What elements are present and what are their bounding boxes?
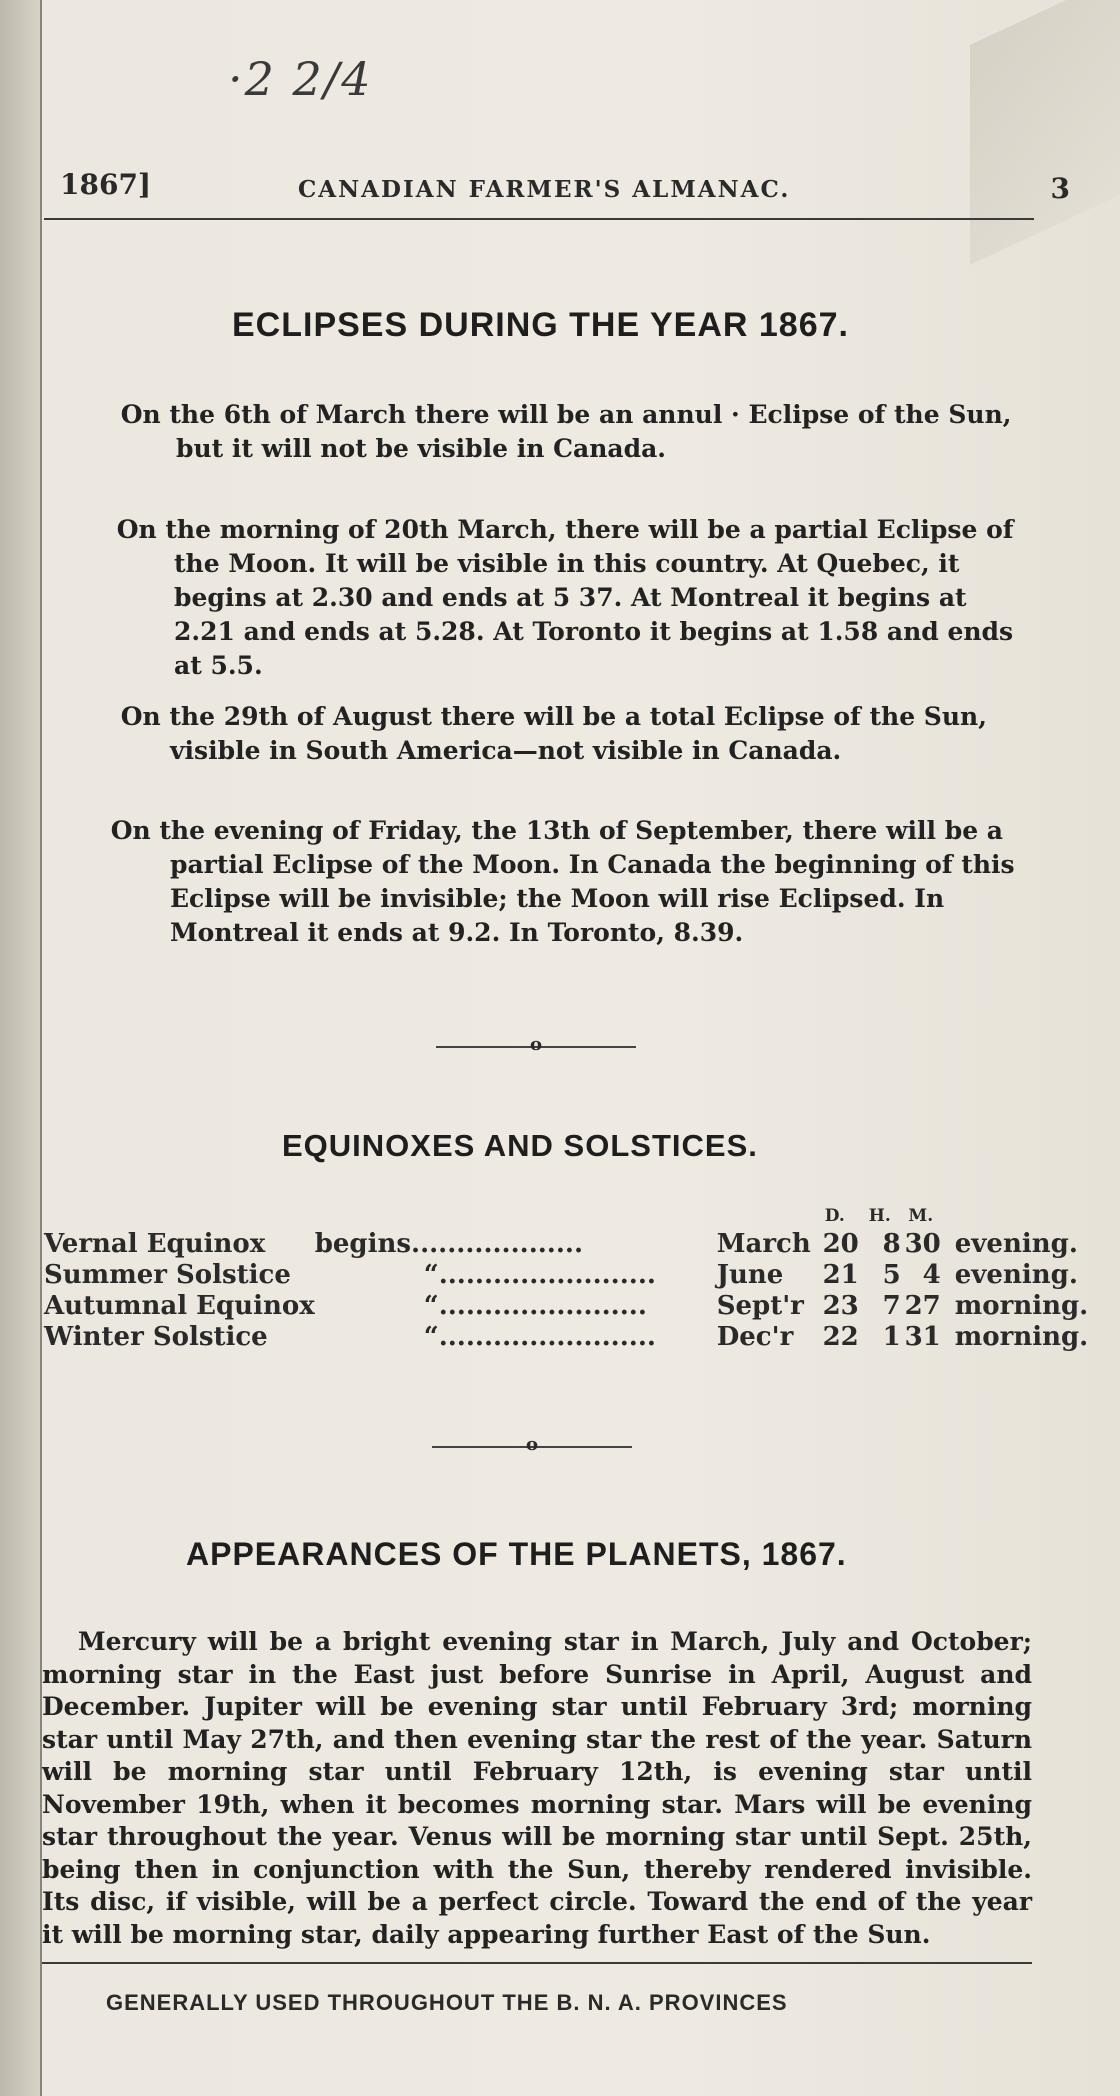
event-minute: 31 (904, 1321, 941, 1352)
event-name: Autumnal Equinox (44, 1290, 315, 1321)
eclipse-item-num (48, 700, 112, 734)
event-hour: 7 (882, 1290, 901, 1321)
section-divider (436, 1034, 636, 1055)
event-name: Vernal Equinox (44, 1228, 266, 1259)
page-number: 3 (1050, 172, 1070, 205)
equinox-table-header (44, 1204, 1088, 1228)
eclipse-item-text: On the 6th of March there will be an annul · Eclipse of the Sun, but it will not be visible in Canada. (120, 400, 1012, 463)
event-verb: “ (423, 1290, 439, 1321)
event-minute: 4 (922, 1259, 941, 1290)
event-month: June (716, 1259, 784, 1290)
event-minute: 30 (904, 1228, 941, 1259)
table-row (44, 1290, 1088, 1321)
planets-title: APPEARANCES OF THE PLANETS, 1867. (186, 1536, 847, 1572)
eclipse-item-num (64, 513, 108, 547)
event-hour: 1 (882, 1321, 901, 1352)
eclipse-item-2 (64, 513, 1032, 683)
eclipse-item-num (72, 398, 112, 432)
eclipse-item-3 (48, 700, 1032, 768)
divider-ornament: o (529, 1034, 543, 1055)
event-month: March (716, 1228, 811, 1259)
event-verb: “ (423, 1321, 439, 1352)
event-time-of-day: morning. (954, 1290, 1089, 1321)
event-month: Sept'r (716, 1290, 804, 1321)
leader-dots: ........................ (438, 1259, 656, 1290)
event-name: Winter Solstice (44, 1321, 268, 1352)
event-time-of-day: evening. (954, 1259, 1078, 1290)
event-day: 23 (822, 1290, 859, 1321)
event-hour: 5 (882, 1259, 901, 1290)
section-divider (432, 1434, 632, 1455)
eclipse-item-num (42, 814, 102, 848)
leader-dots: ................... (411, 1228, 584, 1259)
equinox-table (44, 1204, 1088, 1352)
event-time-of-day: evening. (954, 1228, 1078, 1259)
eclipses-title: ECLIPSES DURING THE YEAR 1867. (232, 306, 849, 344)
event-verb: begins (314, 1228, 412, 1259)
event-time-of-day: morning. (954, 1321, 1089, 1352)
event-day: 22 (822, 1321, 859, 1352)
footer-rule (42, 1962, 1032, 1964)
column-minute: M. (908, 1206, 934, 1226)
planets-paragraph: Mercury will be a bright evening star in March, July and October; morning star in the East just before Sunrise in April, August and December. Jupiter will be evening star until February 3rd; morning star until May 27th, and then evening star the rest of the year. Saturn will be morning star until February 12th, is evening star until November 19th, when it becomes morning star. Mars will be evening star throughout the year. Venus will be morning star until Sept. 25th, being then in conjunction with the Sun, thereby rendered invisible. Its disc, if visible, will be a perfect circle. Toward the end of the year it will be morning star, daily appearing further East of the Sun. (42, 1627, 1032, 1949)
eclipse-item-text: On the morning of 20th March, there will be a partial Eclipse of the Moon. It will be visible in this country. At Quebec, it begins at 2.30 and ends at 5 37. At Montreal it begins at 2.21 and ends at 5.28. At Toronto it begins at 1.58 and ends at 5.5. (116, 515, 1014, 680)
column-hour: H. (868, 1206, 891, 1226)
event-minute: 27 (904, 1290, 941, 1321)
header-title: CANADIAN FARMER'S ALMANAC. (298, 176, 791, 203)
table-row (44, 1259, 1088, 1290)
eclipse-item-4 (42, 814, 1032, 950)
page-header (60, 168, 1070, 208)
eclipse-item-1 (72, 398, 1032, 466)
book-spine (0, 0, 42, 2096)
equinoxes-title: EQUINOXES AND SOLSTICES. (282, 1128, 758, 1163)
eclipse-item-text: On the evening of Friday, the 13th of September, there will be a partial Eclipse of the Moon. In Canada the beginning of this Eclipse will be invisible; the Moon will rise Eclipsed. In Montreal it ends at 9.2. In Toronto, 8.39. (110, 816, 1015, 947)
folded-corner (970, 0, 1120, 265)
header-year: 1867] (60, 168, 152, 201)
event-name: Summer Solstice (44, 1259, 291, 1290)
event-day: 21 (822, 1259, 859, 1290)
event-month: Dec'r (716, 1321, 794, 1352)
eclipse-item-text: On the 29th of August there will be a total Eclipse of the Sun, visible in South America—not visible in Canada. (120, 702, 987, 765)
leader-dots: ....................... (438, 1290, 647, 1321)
divider-ornament: o (525, 1434, 539, 1455)
table-row (44, 1228, 1088, 1259)
page-footer: GENERALLY USED THROUGHOUT THE B. N. A. PROVINCES (106, 1990, 788, 2015)
event-day: 20 (822, 1228, 859, 1259)
event-hour: 8 (882, 1228, 901, 1259)
event-verb: “ (423, 1259, 439, 1290)
header-rule (44, 218, 1034, 220)
handwritten-note: ·2 2/4 (228, 52, 373, 106)
column-day: D. (824, 1206, 845, 1226)
table-row (44, 1321, 1088, 1352)
leader-dots: ........................ (438, 1321, 656, 1352)
